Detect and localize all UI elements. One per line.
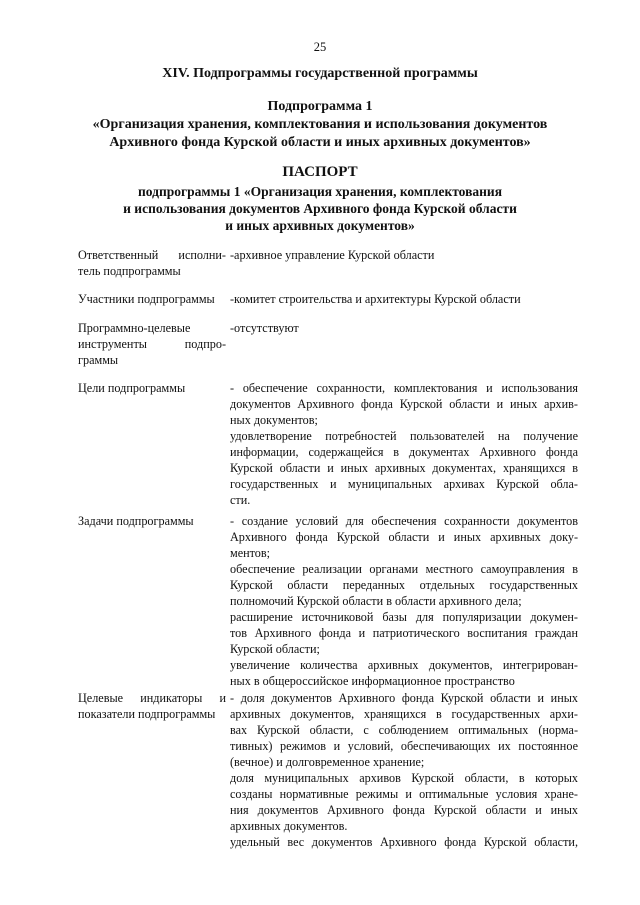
row-value-line: Курской области;	[230, 642, 320, 656]
subprogram-header	[40, 98, 600, 152]
row-value-line: обеспечение реализации органами местного самоуправления в	[230, 562, 578, 576]
passport-line: подпрограммы 1 «Организация хранения, комплектования	[138, 184, 502, 199]
row-value-line: ных документов;	[230, 413, 318, 427]
row-value	[230, 513, 578, 689]
row-value	[230, 247, 578, 263]
row-value-line: сти.	[230, 493, 251, 507]
row-label-line: граммы	[78, 353, 119, 367]
row-value-line: Архивного фонда Курской области и иных архивных доку-	[230, 530, 578, 544]
subprogram-title-line: «Организация хранения, комплектования и использования документов	[92, 117, 548, 132]
passport-line: и иных архивных документов»	[225, 218, 415, 233]
row-label-line: Программно-целевые	[78, 321, 191, 335]
row-label-line: Цели подпрограммы	[78, 381, 186, 395]
row-value-line: государственных и муниципальных архивах Курской обла-	[230, 477, 578, 491]
row-value-line: созданы нормативные режимы и оптимальные условия хране-	[230, 787, 578, 801]
passport-line: и использования документов Архивного фонда Курской области	[123, 201, 517, 216]
row-label-line: Участники подпрограммы	[78, 292, 215, 306]
row-value-line: удовлетворение потребностей пользователей на получение	[230, 429, 578, 443]
row-label-line: инструменты подпро-	[78, 337, 226, 351]
row-label	[78, 513, 226, 529]
row-value-line: - создание условий для обеспечения сохранности документов	[230, 514, 578, 528]
row-value	[230, 320, 578, 336]
row-label	[78, 380, 226, 396]
row-value-line: расширение источниковой базы для популяризации докумен-	[230, 610, 578, 624]
row-value-line: информации, содержащейся в документах Архивного фонда	[230, 445, 578, 459]
row-value-line: полномочий Курской области в области архивного дела;	[230, 594, 522, 608]
row-label	[78, 291, 226, 307]
row-value	[230, 380, 578, 508]
row-label-line: Задачи подпрограммы	[78, 514, 194, 528]
row-value-line: тов Архивного фонда и патриотического воспитания граждан	[230, 626, 578, 640]
section-title: XIV. Подпрограммы государственной программы	[162, 66, 478, 81]
row-value-line: ментов;	[230, 546, 271, 560]
row-value	[230, 690, 578, 850]
row-value-line: тивных) режимов и условий, обеспечивающих их постоянное	[230, 739, 578, 753]
row-value-line: Курской области переданных отдельных государственных	[230, 578, 578, 592]
row-value-line: -комитет строительства и архитектуры Курской области	[230, 292, 521, 306]
row-label-line: тель подпрограммы	[78, 264, 181, 278]
passport-header	[40, 164, 600, 234]
row-value-line: -архивное управление Курской области	[230, 248, 435, 262]
row-label-line: Целевые индикаторы и	[78, 691, 226, 705]
row-label	[78, 320, 226, 368]
subprogram-title-line: Архивного фонда Курской области и иных архивных документов»	[109, 135, 531, 150]
row-value-line: ния документов Архивного фонда Курской области и иных	[230, 803, 578, 817]
row-value-line: увеличение количества архивных документов, интегрирован-	[230, 658, 578, 672]
row-value-line: доля муниципальных архивов Курской области, в которых	[230, 771, 578, 785]
row-value-line: (вечное) и долговременное хранение;	[230, 755, 425, 769]
row-value-line: архивных документов, хранящихся в государственных архи-	[230, 707, 578, 721]
row-label-line: показатели подпрограммы	[78, 707, 216, 721]
row-value-line: удельный вес документов Архивного фонда Курской области,	[230, 835, 578, 849]
row-label-line: Ответственный исполни-	[78, 248, 226, 262]
page-number: 25	[313, 40, 327, 54]
row-value-line: - доля документов Архивного фонда Курской области и иных	[230, 691, 578, 705]
row-value-line: -отсутствуют	[230, 321, 299, 335]
passport-title: ПАСПОРТ	[282, 164, 358, 180]
row-value-line: архивных документов.	[230, 819, 348, 833]
row-value-line: вах Курской области, с соблюдением оптимальных (норма-	[230, 723, 578, 737]
row-value-line: ных в общероссийское информационное пространство	[230, 674, 515, 688]
row-label	[78, 690, 226, 722]
row-value-line: - обеспечение сохранности, комплектования и использования	[230, 381, 578, 395]
row-label	[78, 247, 226, 279]
row-value-line: Курской области и иных архивных документах, хранящихся в	[230, 461, 578, 475]
row-value-line: документов Архивного фонда Курской области и иных архив-	[230, 397, 578, 411]
subprogram-heading: Подпрограмма 1	[267, 99, 373, 114]
row-value	[230, 291, 578, 307]
